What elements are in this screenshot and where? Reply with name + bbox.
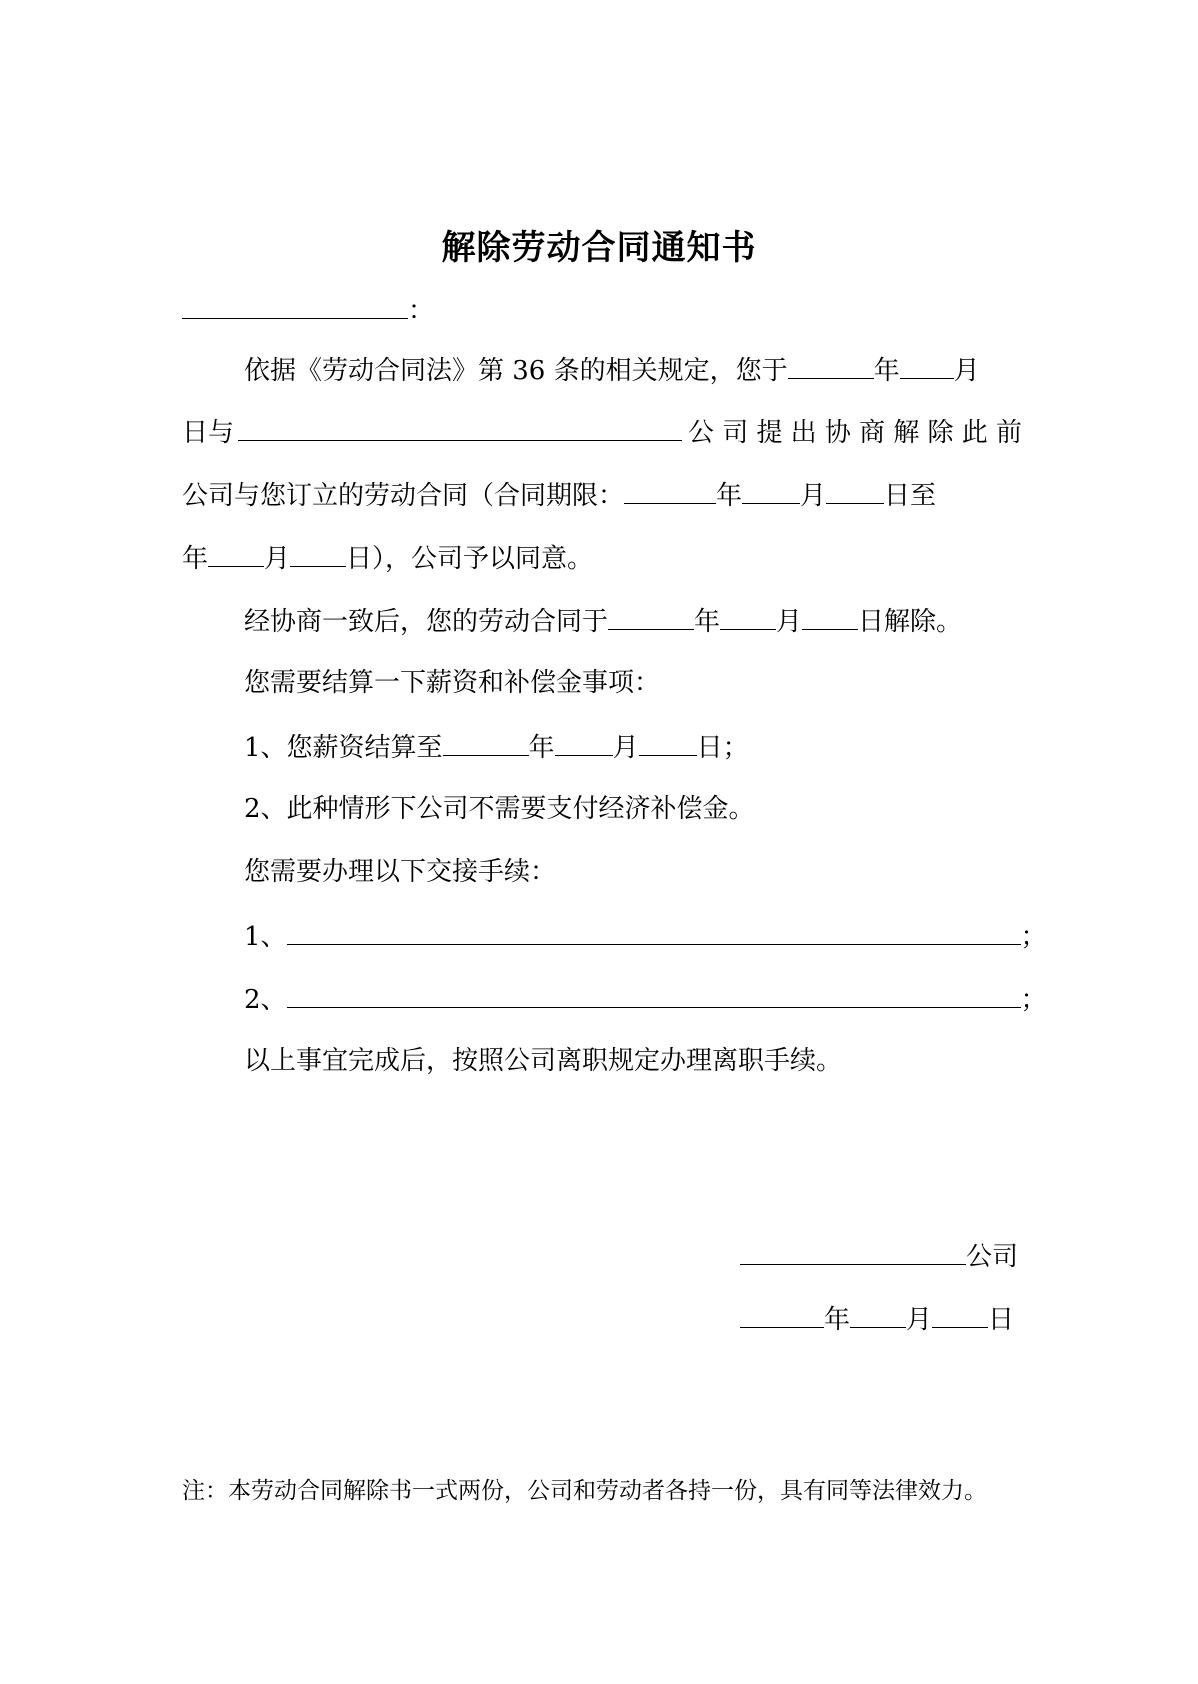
para1-line2: 日与 公 司 提 出 协 商 解 除 此 前 [182,414,1022,450]
para2-line: 经协商一致后，您的劳动合同于 年 月 日解除。 [244,603,962,639]
salary-day-blank[interactable] [639,729,697,756]
salary-month-blank[interactable] [555,729,613,756]
para1-line4: 年 月 日），公司予以同意。 [182,540,593,576]
handover-heading: 您需要办理以下交接手续： [244,857,557,887]
termination-month-blank[interactable] [720,603,776,630]
document-title: 解除劳动合同通知书 [441,228,757,268]
salary-year-blank[interactable] [443,729,529,756]
term-start-day-blank[interactable] [826,477,884,504]
handover-item-1: 1、 ； [244,918,1047,954]
recipient-colon: ： [408,296,435,326]
date-year-blank[interactable] [788,352,874,379]
signature-date-line: 年 月 日 [740,1301,1014,1337]
signature-company-blank[interactable] [740,1238,966,1265]
settlement-heading: 您需要结算一下薪资和补偿金事项： [244,668,661,698]
signature-month-blank[interactable] [850,1301,906,1328]
handover-item-1-blank[interactable] [287,918,1021,945]
recipient-blank[interactable] [182,292,408,319]
recipient-line [182,292,434,328]
term-start-month-blank[interactable] [742,477,800,504]
signature-year-blank[interactable] [740,1301,824,1328]
date-month-blank[interactable] [900,352,954,379]
term-end-month-blank[interactable] [208,540,264,567]
handover-item-2: 2、 ； [244,981,1047,1017]
para1-line1: 依据《劳动合同法》第 36 条的相关规定，您于 年 月 [244,352,980,388]
settlement-item-2: 2、此种情形下公司不需要支付经济补偿金。 [244,794,755,824]
termination-year-blank[interactable] [608,603,694,630]
signature-company-line: 公司 [740,1238,1018,1274]
term-start-year-blank[interactable] [624,477,716,504]
para1-line3: 公司与您订立的劳动合同（合同期限： 年 月 日至 [182,477,936,513]
footer-note: 注：本劳动合同解除书一式两份，公司和劳动者各持一份，具有同等法律效力。 [182,1478,987,1504]
signature-day-blank[interactable] [932,1301,988,1328]
termination-day-blank[interactable] [802,603,858,630]
term-end-day-blank[interactable] [290,540,346,567]
company-name-blank[interactable] [238,414,682,441]
closing-statement: 以上事宜完成后，按照公司离职规定办理离职手续。 [244,1046,843,1076]
settlement-item-1: 1、您薪资结算至 年 月 日； [244,729,749,765]
handover-item-2-blank[interactable] [287,981,1021,1008]
